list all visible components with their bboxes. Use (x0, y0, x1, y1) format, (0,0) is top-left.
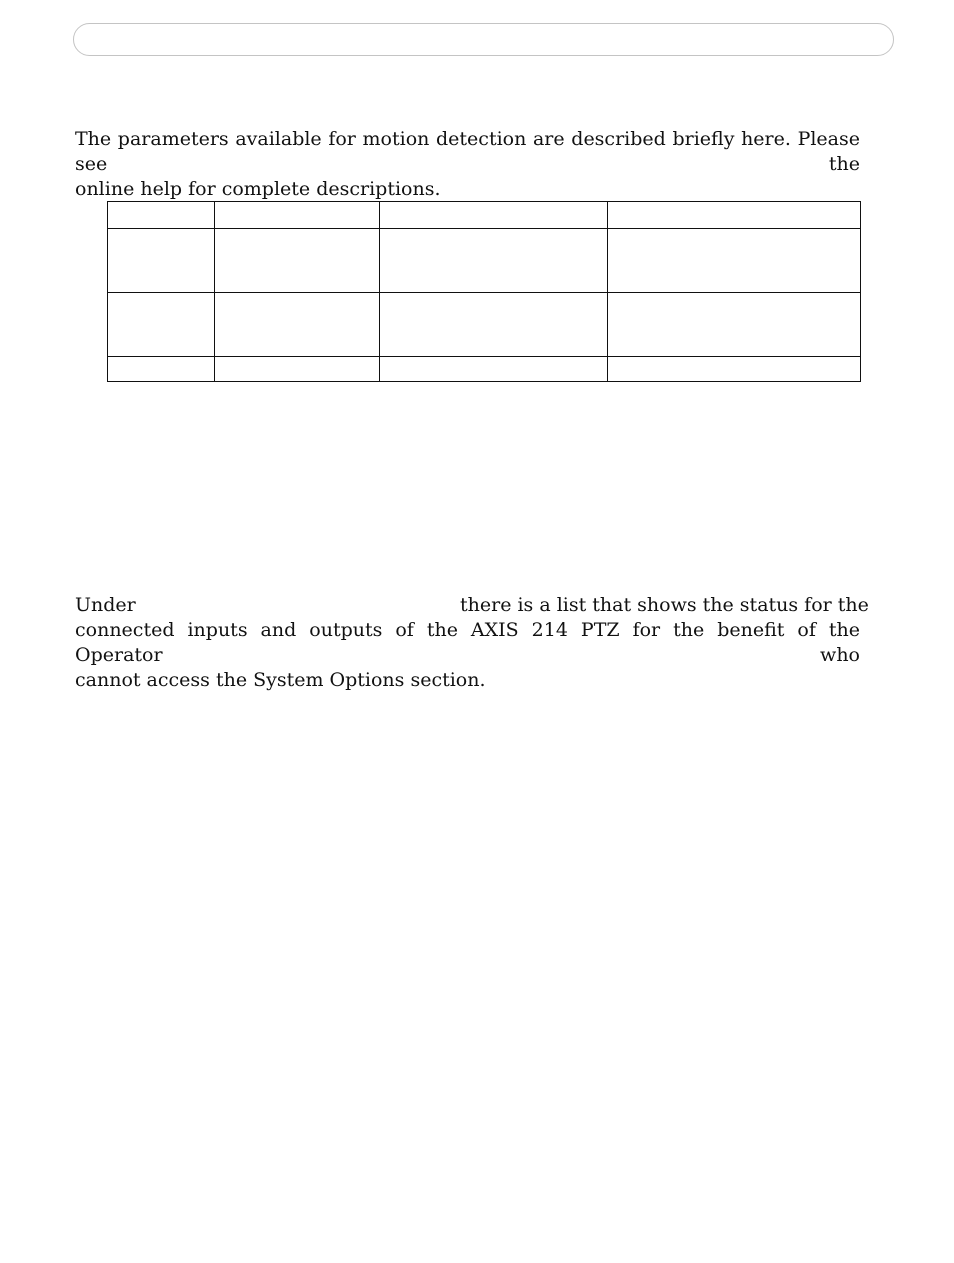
table-cell (108, 229, 215, 293)
table-cell (380, 229, 608, 293)
page-header-bar (73, 23, 894, 56)
io-line-1 (75, 593, 869, 618)
table-cell (108, 202, 215, 229)
table-cell (380, 202, 608, 229)
table-cell (215, 357, 380, 382)
io-line-1-rest: there is a list that shows the status for the (460, 594, 869, 616)
table-cell (608, 229, 861, 293)
table-cell (108, 293, 215, 357)
table-cell (108, 357, 215, 382)
intro-line-1: The parameters available for motion detection are described briefly here. Please see the (75, 128, 860, 175)
io-line-3: cannot access the System Options section. (75, 669, 486, 691)
table-cell (380, 293, 608, 357)
intro-paragraph (75, 127, 860, 202)
io-status-paragraph (75, 593, 869, 693)
table-header-row (108, 202, 861, 229)
table-row (108, 229, 861, 293)
table-row (108, 293, 861, 357)
motion-parameters-table (107, 201, 861, 382)
io-lead-word: Under (75, 594, 136, 616)
table-cell (215, 229, 380, 293)
table-cell (215, 202, 380, 229)
io-line-2: connected inputs and outputs of the AXIS 214 PTZ for the benefit of the Operator who (75, 619, 860, 666)
table-cell (608, 357, 861, 382)
table-cell (608, 293, 861, 357)
table-cell (380, 357, 608, 382)
table-cell (215, 293, 380, 357)
table-row (108, 357, 861, 382)
table-cell (608, 202, 861, 229)
intro-line-2: online help for complete descriptions. (75, 178, 441, 200)
